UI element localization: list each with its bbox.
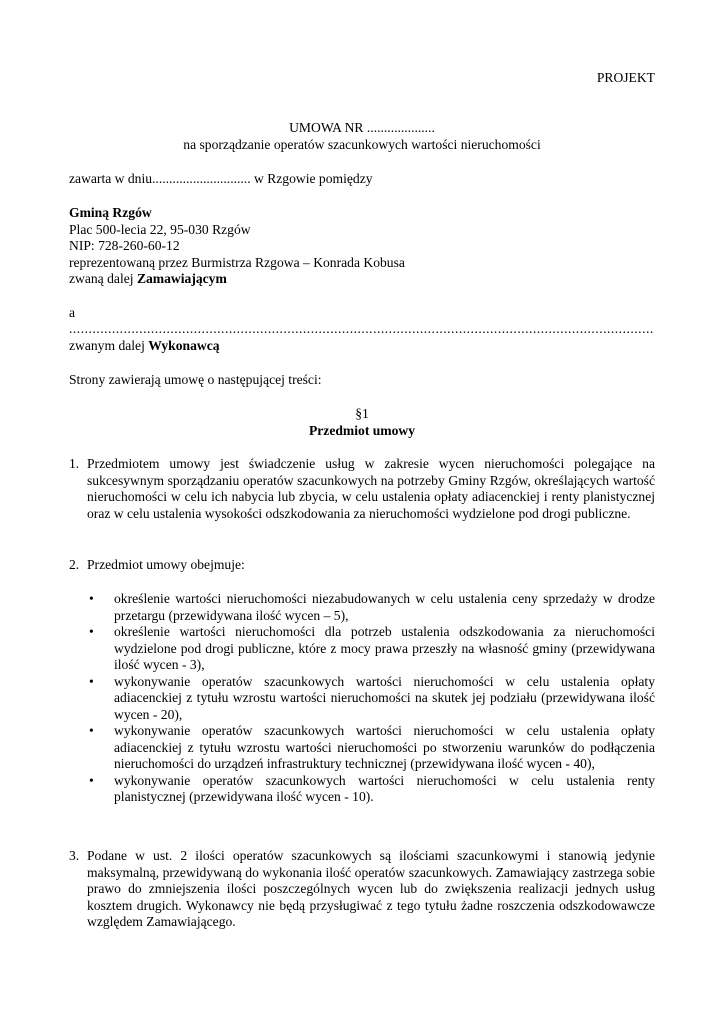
section-1-header [69, 406, 655, 439]
point-text: Przedmiot umowy obejmuje: [87, 557, 245, 572]
list-item: • wykonywanie operatów szacunkowych wartości nieruchomości w celu ustalenia opłaty adiacenckiej z tytułu wzrostu wartości nieruchomości na skutek jej podziału (przewidywana ilość wycen - 20), [89, 673, 655, 722]
point-2 [69, 557, 655, 574]
scope-list [89, 591, 655, 806]
contract-number: UMOWA NR .................... [289, 120, 435, 135]
party-ordering-address: Plac 500-lecia 22, 95-030 Rzgów [69, 221, 251, 237]
party-ordering-role: Zamawiającym [136, 271, 227, 286]
party-ordering-name: Gminą Rzgów [69, 205, 152, 220]
contractor-placeholder-dots: ...................................................................................................................................................... [69, 321, 654, 336]
point-1 [69, 456, 655, 522]
point-3 [69, 848, 655, 931]
party-contractor-role: Wykonawcą [148, 337, 220, 353]
bullet-icon: • [89, 624, 94, 639]
point-number: 3. [69, 848, 80, 863]
party-ordering-representative: reprezentowaną przez Burmistrza Rzgowa – Konrada Kobusa [69, 254, 405, 270]
bullet-icon: • [89, 591, 94, 606]
point-text: Podane w ust. 2 ilości operatów szacunkowych są ilościami szacunkowymi i stanowią jedynie maksymalną, przewidywaną do wykonania ilość operatów szacunkowych. Zamawiający zastrzega sobie prawo do zmniejszenia ilości poszczególnych wycen lub do zwiększenia realizacji jednych usług kosztem drugich. Wykonawcy nie będą przysługiwać z tego tytułu żadne roszczenia odszkodowawcze względem Zamawiającego. [87, 848, 655, 929]
party-contractor [69, 321, 655, 354]
contract-subject: na sporządzanie operatów szacunkowych wartości nieruchomości [183, 136, 541, 152]
section-symbol: §1 [355, 406, 369, 421]
party-ordering-nip: NIP: 728-260-60-12 [69, 238, 180, 253]
bullet-icon: • [89, 723, 94, 738]
point-text: Przedmiotem umowy jest świadczenie usług w zakresie wycen nieruchomości polegające na sukcesywnym sporządzaniu operatów szacunkowych na potrzeby Gminy Rzgów, określających wartość nieruchomości w celu ich nabycia lub zbycia, w celu ustalenia opłaty adiacenckiej i renty planistycznej oraz w celu ustalenia wysokości odszkodowania za nieruchomości wydzielone pod drogi publiczne. [87, 456, 655, 521]
list-item: • wykonywanie operatów szacunkowych wartości nieruchomości w celu ustalenia renty planistycznej (przewidywana ilość wycen - 10). [89, 772, 655, 804]
intro-line: zawarta w dniu............................. w Rzgowie pomiędzy [69, 171, 373, 186]
point-number: 1. [69, 456, 80, 471]
party-ordering [69, 205, 655, 288]
party-contractor-called: zwanym dalej Wykonawcą [69, 337, 220, 353]
agreement-line: Strony zawierają umowę o następującej treści: [69, 372, 322, 387]
section-heading: Przedmiot umowy [308, 422, 416, 438]
list-item: • wykonywanie operatów szacunkowych wartości nieruchomości w celu ustalenia opłaty adiacenckiej z tytułu wzrostu wartości nieruchomości po stworzeniu warunków do podłączenia nieruchomości do urządzeń infrastruktury technicznej (przewidywana ilość wycen - 40), [89, 723, 655, 771]
projekt-label: PROJEKT [596, 70, 655, 85]
contract-title [69, 120, 655, 153]
party-ordering-called: zwaną dalej Zamawiającym [69, 271, 227, 286]
point-number: 2. [69, 557, 80, 572]
list-item: • określenie wartości nieruchomości niezabudowanych w celu ustalenia ceny sprzedaży w drodze przetargu (przewidywana ilość wycen – 5), [89, 591, 655, 623]
bullet-icon: • [89, 772, 94, 788]
bullet-icon: • [89, 673, 94, 689]
and-word: a [69, 305, 76, 320]
list-item: • określenie wartości nieruchomości dla potrzeb ustalenia odszkodowania za nieruchomości wydzielone pod drogi publiczne, które z mocy prawa przeszły na własność gminy (przewidywana ilość wycen - 3), [89, 624, 655, 672]
